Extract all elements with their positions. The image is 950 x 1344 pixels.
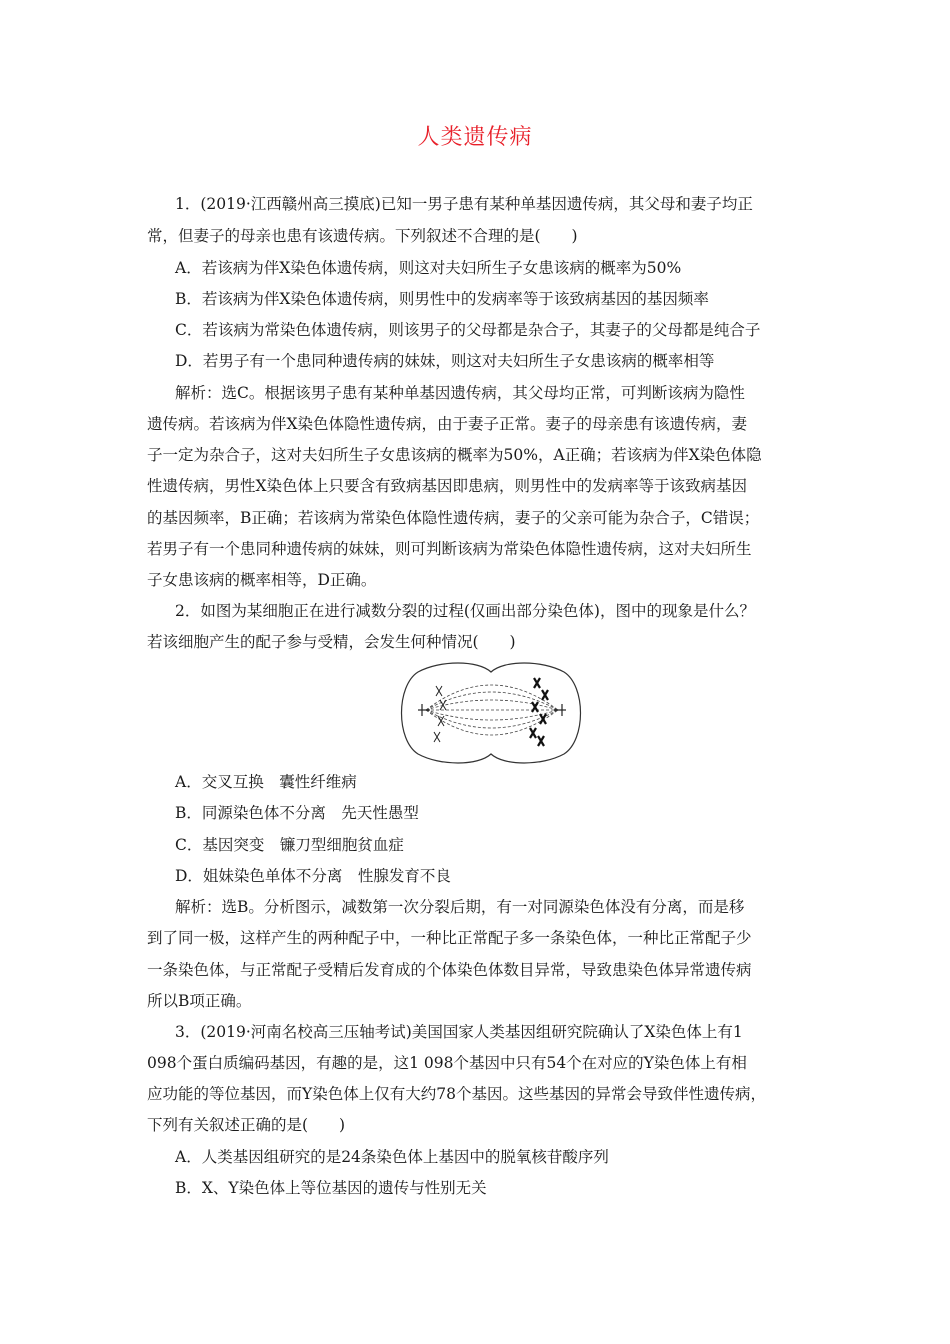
q1-option-a: A．若该病为伴X染色体遗传病，则这对夫妇所生子女患该病的概率为50% <box>175 259 682 277</box>
q2-analysis-line-2: 到了同一极，这样产生的两种配子中，一种比正常配子多一条染色体，一种比正常配子少 <box>147 929 752 947</box>
q1-analysis-line-1: 解析：选C。根据该男子患有某种单基因遗传病，其父母均正常，可判断该病为隐性 <box>175 384 745 402</box>
q1-analysis-line-5: 的基因频率，B正确；若该病为常染色体隐性遗传病，妻子的父亲可能为杂合子，C错误； <box>147 509 760 527</box>
q2-analysis-line-1: 解析：选B。分析图示，减数第一次分裂后期，有一对同源染色体没有分离，而是移 <box>175 898 745 916</box>
q1-analysis-line-7: 子女患该病的概率相等，D正确。 <box>147 571 377 589</box>
q1-analysis-line-6: 若男子有一个患同种遗传病的妹妹，则可判断该病为常染色体隐性遗传病，这对夫妇所生 <box>147 540 752 558</box>
q2-option-a: A．交叉互换 囊性纤维病 <box>175 773 357 791</box>
q2-analysis-line-4: 所以B项正确。 <box>147 992 252 1010</box>
q2-stem-line-2: 若该细胞产生的配子参与受精，会发生何种情况( ) <box>147 633 516 651</box>
q2-analysis-line-3: 一条染色体，与正常配子受精后发育成的个体染色体数目异常，导致患染色体异常遗传病 <box>147 961 752 979</box>
q1-stem-line-2: 常，但妻子的母亲也患有该遗传病。下列叙述不合理的是( ) <box>147 227 578 245</box>
cell-division-figure <box>400 660 582 766</box>
q1-option-d: D．若男子有一个患同种遗传病的妹妹，则这对夫妇所生子女患该病的概率相等 <box>175 352 715 370</box>
q3-stem-line-1: 3．(2019·河南名校高三压轴考试)美国国家人类基因组研究院确认了X染色体上有1 <box>175 1023 743 1041</box>
right-centrosome <box>554 704 566 716</box>
q3-stem-line-4: 下列有关叙述正确的是( ) <box>147 1116 346 1134</box>
q2-stem-line-1: 2．如图为某细胞正在进行减数分裂的过程(仅画出部分染色体)，图中的现象是什么？ <box>175 602 755 620</box>
q3-option-b: B．X、Y染色体上等位基因的遗传与性别无关 <box>175 1179 487 1197</box>
q3-stem-line-3: 应功能的等位基因，而Y染色体上仅有大约78个基因。这些基因的异常会导致伴性遗传病， <box>147 1085 766 1103</box>
q1-stem-line-1: 1．(2019·江西赣州高三摸底)已知一男子患有某种单基因遗传病，其父母和妻子均正 <box>175 195 753 213</box>
q1-option-b: B．若该病为伴X染色体遗传病，则男性中的发病率等于该致病基因的基因频率 <box>175 290 709 308</box>
left-pole-chromosomes <box>434 686 446 742</box>
q3-stem-line-2: 098个蛋白质编码基因，有趣的是，这1 098个基因中只有54个在对应的Y染色体上有相 <box>147 1054 747 1072</box>
q1-option-c: C．若该病为常染色体遗传病，则该男子的父母都是杂合子，其妻子的父母都是纯合子 <box>175 321 761 339</box>
q3-option-a: A．人类基因组研究的是24条染色体上基因中的脱氧核苷酸序列 <box>175 1148 609 1166</box>
page-title: 人类遗传病 <box>417 125 533 150</box>
q1-analysis-line-3: 子一定为杂合子，这对夫妇所生子女患该病的概率为50%，A正确；若该病为伴X染色体隐 <box>147 446 762 464</box>
right-pole-chromosomes <box>530 678 548 746</box>
left-centrosome <box>418 704 430 716</box>
cell-membrane <box>402 663 581 763</box>
q2-option-d: D．姐妹染色单体不分离 性腺发育不良 <box>175 867 451 885</box>
q2-option-c: C．基因突变 镰刀型细胞贫血症 <box>175 836 404 854</box>
q1-analysis-line-4: 性遗传病，男性X染色体上只要含有致病基因即患病，则男性中的发病率等于该致病基因 <box>147 477 748 495</box>
q2-option-b: B．同源染色体不分离 先天性愚型 <box>175 804 419 822</box>
q1-analysis-line-2: 遗传病。若该病为伴X染色体隐性遗传病，由于妻子正常。妻子的母亲患有该遗传病，妻 <box>147 415 748 433</box>
